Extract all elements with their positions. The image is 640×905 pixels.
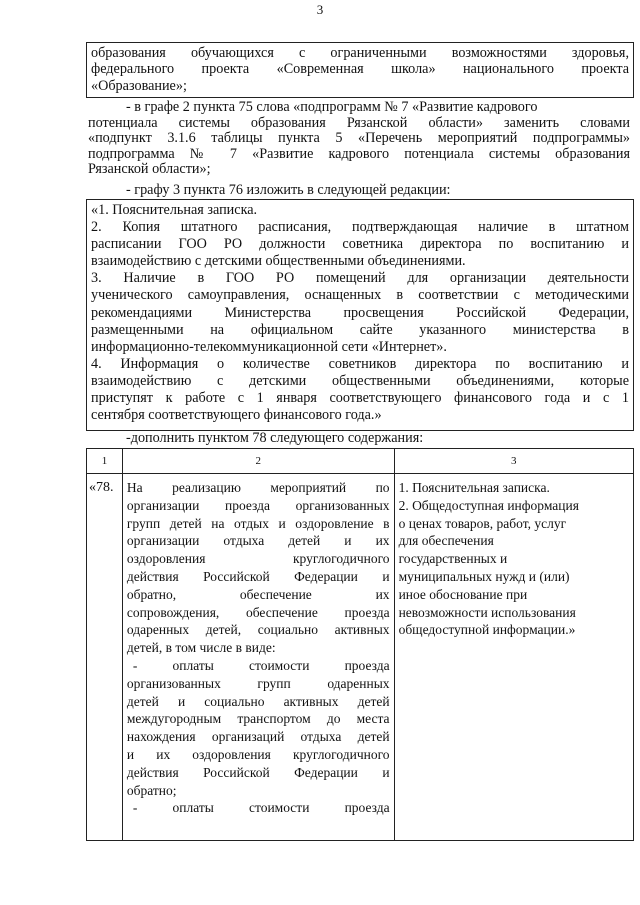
point-78-table [86,448,634,841]
page-number: 3 [316,2,324,17]
text-line: -дополнить пунктом 78 следующего содержания: [126,430,424,446]
text-line: о ценах товаров, работ, услуг [398,515,567,531]
text-line: «подпункт 3.1.6 таблицы пункта 5 «Перечень мероприятий подпрограммы» [88,130,630,147]
text-line: - в графе 2 пункта 75 слова «подпрограмм № 7 «Развитие кадрового [126,99,538,115]
text-line: действия Российской Федерации и [126,764,390,780]
text-line: муниципальных нужд и (или) [398,568,570,584]
table-row [87,474,634,841]
text-line: сопровождения, обеспечение проезда [126,604,390,620]
text-line: обратно; [126,782,177,798]
text-line: ученического самоуправления, оснащенных в соответствии с методическими [91,287,629,304]
text-line: иное обоснование при [398,586,528,602]
continuation-box [86,42,634,98]
text-line: - оплаты стоимости проезда [132,657,390,673]
text-line: действия Российской Федерации и [126,568,390,584]
text-line: расписании ГОО РО должности советника директора по воспитанию и [91,236,629,253]
text-line: общедоступной информации.» [398,622,576,638]
description-cell [122,474,394,841]
text-line: потенциала системы образования Рязанской области» заменить словами [88,114,630,131]
text-line: «1. Пояснительная записка. [91,202,258,218]
row-number: «78. [89,480,114,495]
text-line: рекомендациями Министерства просвещения Российской Федерации, [91,304,629,321]
text-line: организации проезда организованных [126,497,390,513]
table-header-row [87,449,634,474]
amendment-graph2 [88,100,630,178]
text-line: 2. Общедоступная информация [398,497,579,513]
column-header-2: 2 [122,449,394,474]
text-line: 2. Копия штатного расписания, подтверждающая наличие в штатном [91,219,629,236]
text-line: одаренных детей, социально активных [126,622,390,638]
text-line: размещенными на официальном сайте указанного министерства в [91,321,629,338]
new-wording-box [86,199,634,431]
text-line: сентября соответствующего финансового года.» [91,407,382,424]
text-line: - графу 3 пункта 76 изложить в следующей редакции: [126,182,451,198]
text-line: детей, в том числе в виде: [126,640,276,656]
text-line: взаимодействию с детскими общественными объединениями. [91,253,466,270]
text-line: 4. Информация о количестве советников директора по воспитанию и [91,355,629,372]
text-line: организации отдыха детей и их [126,533,390,549]
text-line: образования обучающихся с ограниченными возможностями здоровья, [91,45,629,61]
text-line: 3. Наличие в ГОО РО помещений для организации деятельности [91,270,629,287]
text-line: для обеспечения [398,533,494,549]
amendment-graph3 [126,183,630,199]
text-line: междугородным транспортом до места [126,711,390,727]
text-line: 1. Пояснительная записка. [398,480,550,495]
text-line: детей и социально активных детей [126,693,390,709]
text-line: информационно-телекоммуникационной сети «Интернет». [91,338,447,355]
text-line: взаимодействию с детскими общественными объединениями, которые [91,372,629,389]
column-header-1: 1 [87,449,123,474]
text-line: групп детей на отдых и оздоровление в [126,515,390,531]
row-number-cell [87,474,123,841]
text-line: - оплаты стоимости проезда [132,800,390,816]
text-line: приступят к работе с 1 января соответствующего финансового года и с 1 [91,390,629,407]
text-line: невозможности использования [398,604,576,620]
text-line: государственных и [398,551,508,567]
text-line: организованных групп одаренных [126,675,390,691]
text-line: оздоровления круглогодичного [126,551,390,567]
documents-cell [394,474,633,841]
text-line: Рязанской области»; [88,161,211,178]
amendment-add78 [126,431,630,447]
text-line: обратно, обеспечение их [126,586,390,602]
column-header-3: 3 [394,449,633,474]
text-line: На реализацию мероприятий по [126,480,390,495]
text-line: «Образование»; [91,77,187,94]
text-line: нахождения организаций отдыха детей [126,729,390,745]
text-line: подпрограмма № 7 «Развитие кадрового потенциала системы образования [88,145,630,162]
text-line: и их оздоровления круглогодичного [126,746,390,762]
text-line: федерального проекта «Современная школа» национального проекта [91,61,629,78]
